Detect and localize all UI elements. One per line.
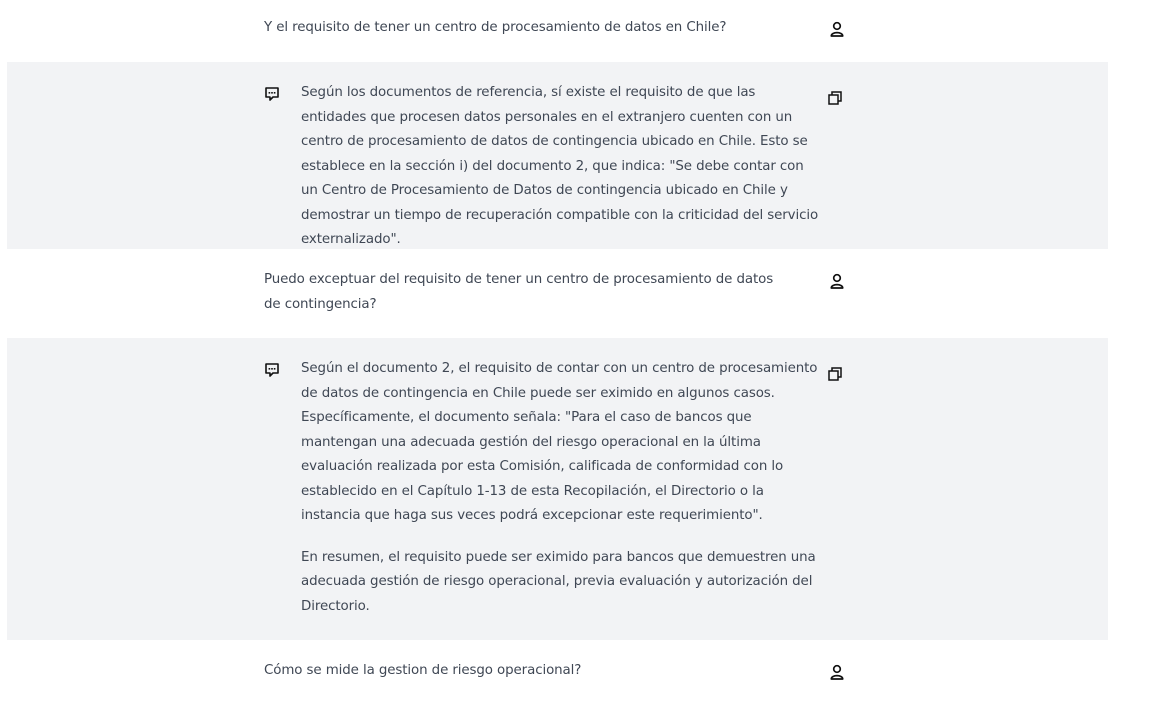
user-icon — [830, 273, 844, 289]
user-message-text: Puedo exceptuar del requisito de tener un centro de procesamiento de datos de contingencia? — [264, 272, 774, 312]
assistant-message-text — [301, 357, 823, 619]
assistant-message-text — [301, 81, 823, 253]
user-message — [7, 640, 1108, 703]
assistant-paragraph: En resumen, el requisito puede ser eximido para bancos que demuestren una adecuada gestión de riesgo operacional, previa evaluación y autorización del Directorio. — [301, 549, 816, 614]
chat-bot-icon — [264, 362, 280, 378]
user-message — [7, 0, 1108, 62]
user-message — [7, 249, 1108, 338]
chat-bot-icon — [264, 86, 280, 102]
user-icon — [830, 664, 844, 680]
copy-icon[interactable] — [827, 366, 843, 382]
user-message-text: Cómo se mide la gestion de riesgo operacional? — [264, 663, 582, 678]
assistant-message — [7, 62, 1108, 249]
copy-icon[interactable] — [827, 90, 843, 106]
assistant-message — [7, 338, 1108, 640]
assistant-paragraph: Según el documento 2, el requisito de contar con un centro de procesamiento de datos de contingencia en Chile puede ser eximido en algunos casos. Específicamente, el documento señala: "Para el caso de bancos que mantengan una adecuada gestión del riesgo operacional en la última evaluación realizada por esta Comisión, calificada de conformidad con lo establecido en el Capítulo 1-13 de esta Recopilación, el Directorio o la instancia que haga sus veces podrá excepcionar este requerimiento". — [301, 361, 818, 523]
user-icon — [830, 21, 844, 37]
user-message-text: Y el requisito de tener un centro de procesamiento de datos en Chile? — [264, 20, 727, 35]
assistant-paragraph: Según los documentos de referencia, sí existe el requisito de que las entidades que procesen datos personales en el extranjero cuenten con un centro de procesamiento de datos de contingencia ubicado en Chile. Esto se establece en la sección i) del documento 2, que indica: "Se debe contar con un Centro de Procesamiento de Datos de contingencia ubicado en Chile y demostrar un tiempo de recuperación compatible con la criticidad del servicio externalizado". — [301, 85, 819, 247]
